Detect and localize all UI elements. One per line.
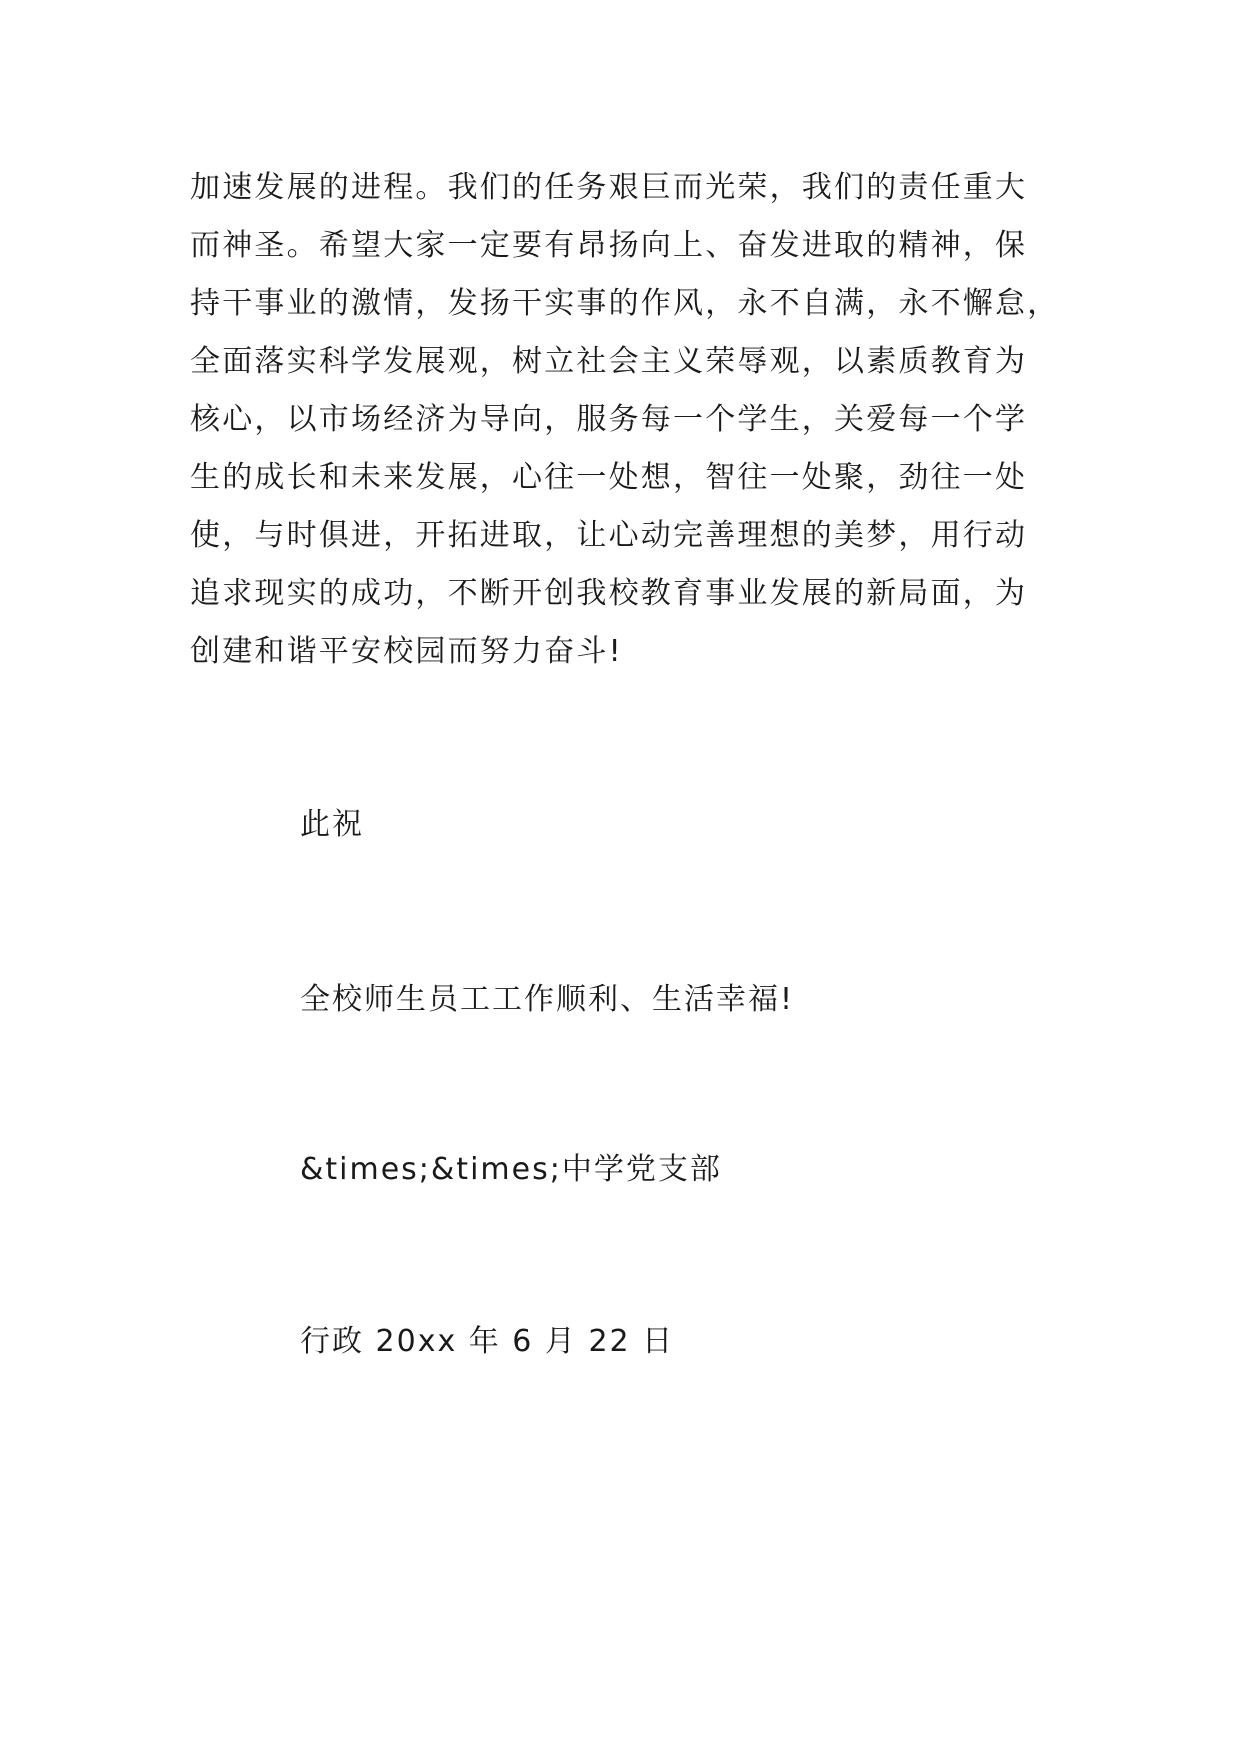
signature-date: 行政 20xx 年 6 月 22 日 bbox=[300, 1324, 675, 1359]
paragraph-line-3: 持干事业的激情，发扬干实事的作风，永不自满，永不懈怠， bbox=[190, 286, 1060, 321]
paragraph-line-9: 创建和谐平安校园而努力奋斗! bbox=[190, 634, 623, 669]
closing-salutation: 此祝 bbox=[300, 807, 364, 842]
paragraph-line-6: 生的成长和未来发展，心往一处想，智往一处聚，劲往一处 bbox=[190, 460, 1028, 495]
signature-organization: &times;&times;中学党支部 bbox=[300, 1152, 722, 1187]
paragraph-line-4: 全面落实科学发展观，树立社会主义荣辱观，以素质教育为 bbox=[190, 344, 1028, 379]
paragraph-line-5: 核心，以市场经济为导向，服务每一个学生，关爱每一个学 bbox=[190, 402, 1028, 437]
paragraph-line-7: 使，与时俱进，开拓进取，让心动完善理想的美梦，用行动 bbox=[190, 518, 1028, 553]
closing-wish: 全校师生员工工作顺利、生活幸福! bbox=[300, 982, 795, 1017]
paragraph-line-1: 加速发展的进程。我们的任务艰巨而光荣，我们的责任重大 bbox=[190, 170, 1028, 205]
paragraph-line-2: 而神圣。希望大家一定要有昂扬向上、奋发进取的精神，保 bbox=[190, 228, 1028, 263]
paragraph-line-8: 追求现实的成功，不断开创我校教育事业发展的新局面，为 bbox=[190, 576, 1028, 611]
